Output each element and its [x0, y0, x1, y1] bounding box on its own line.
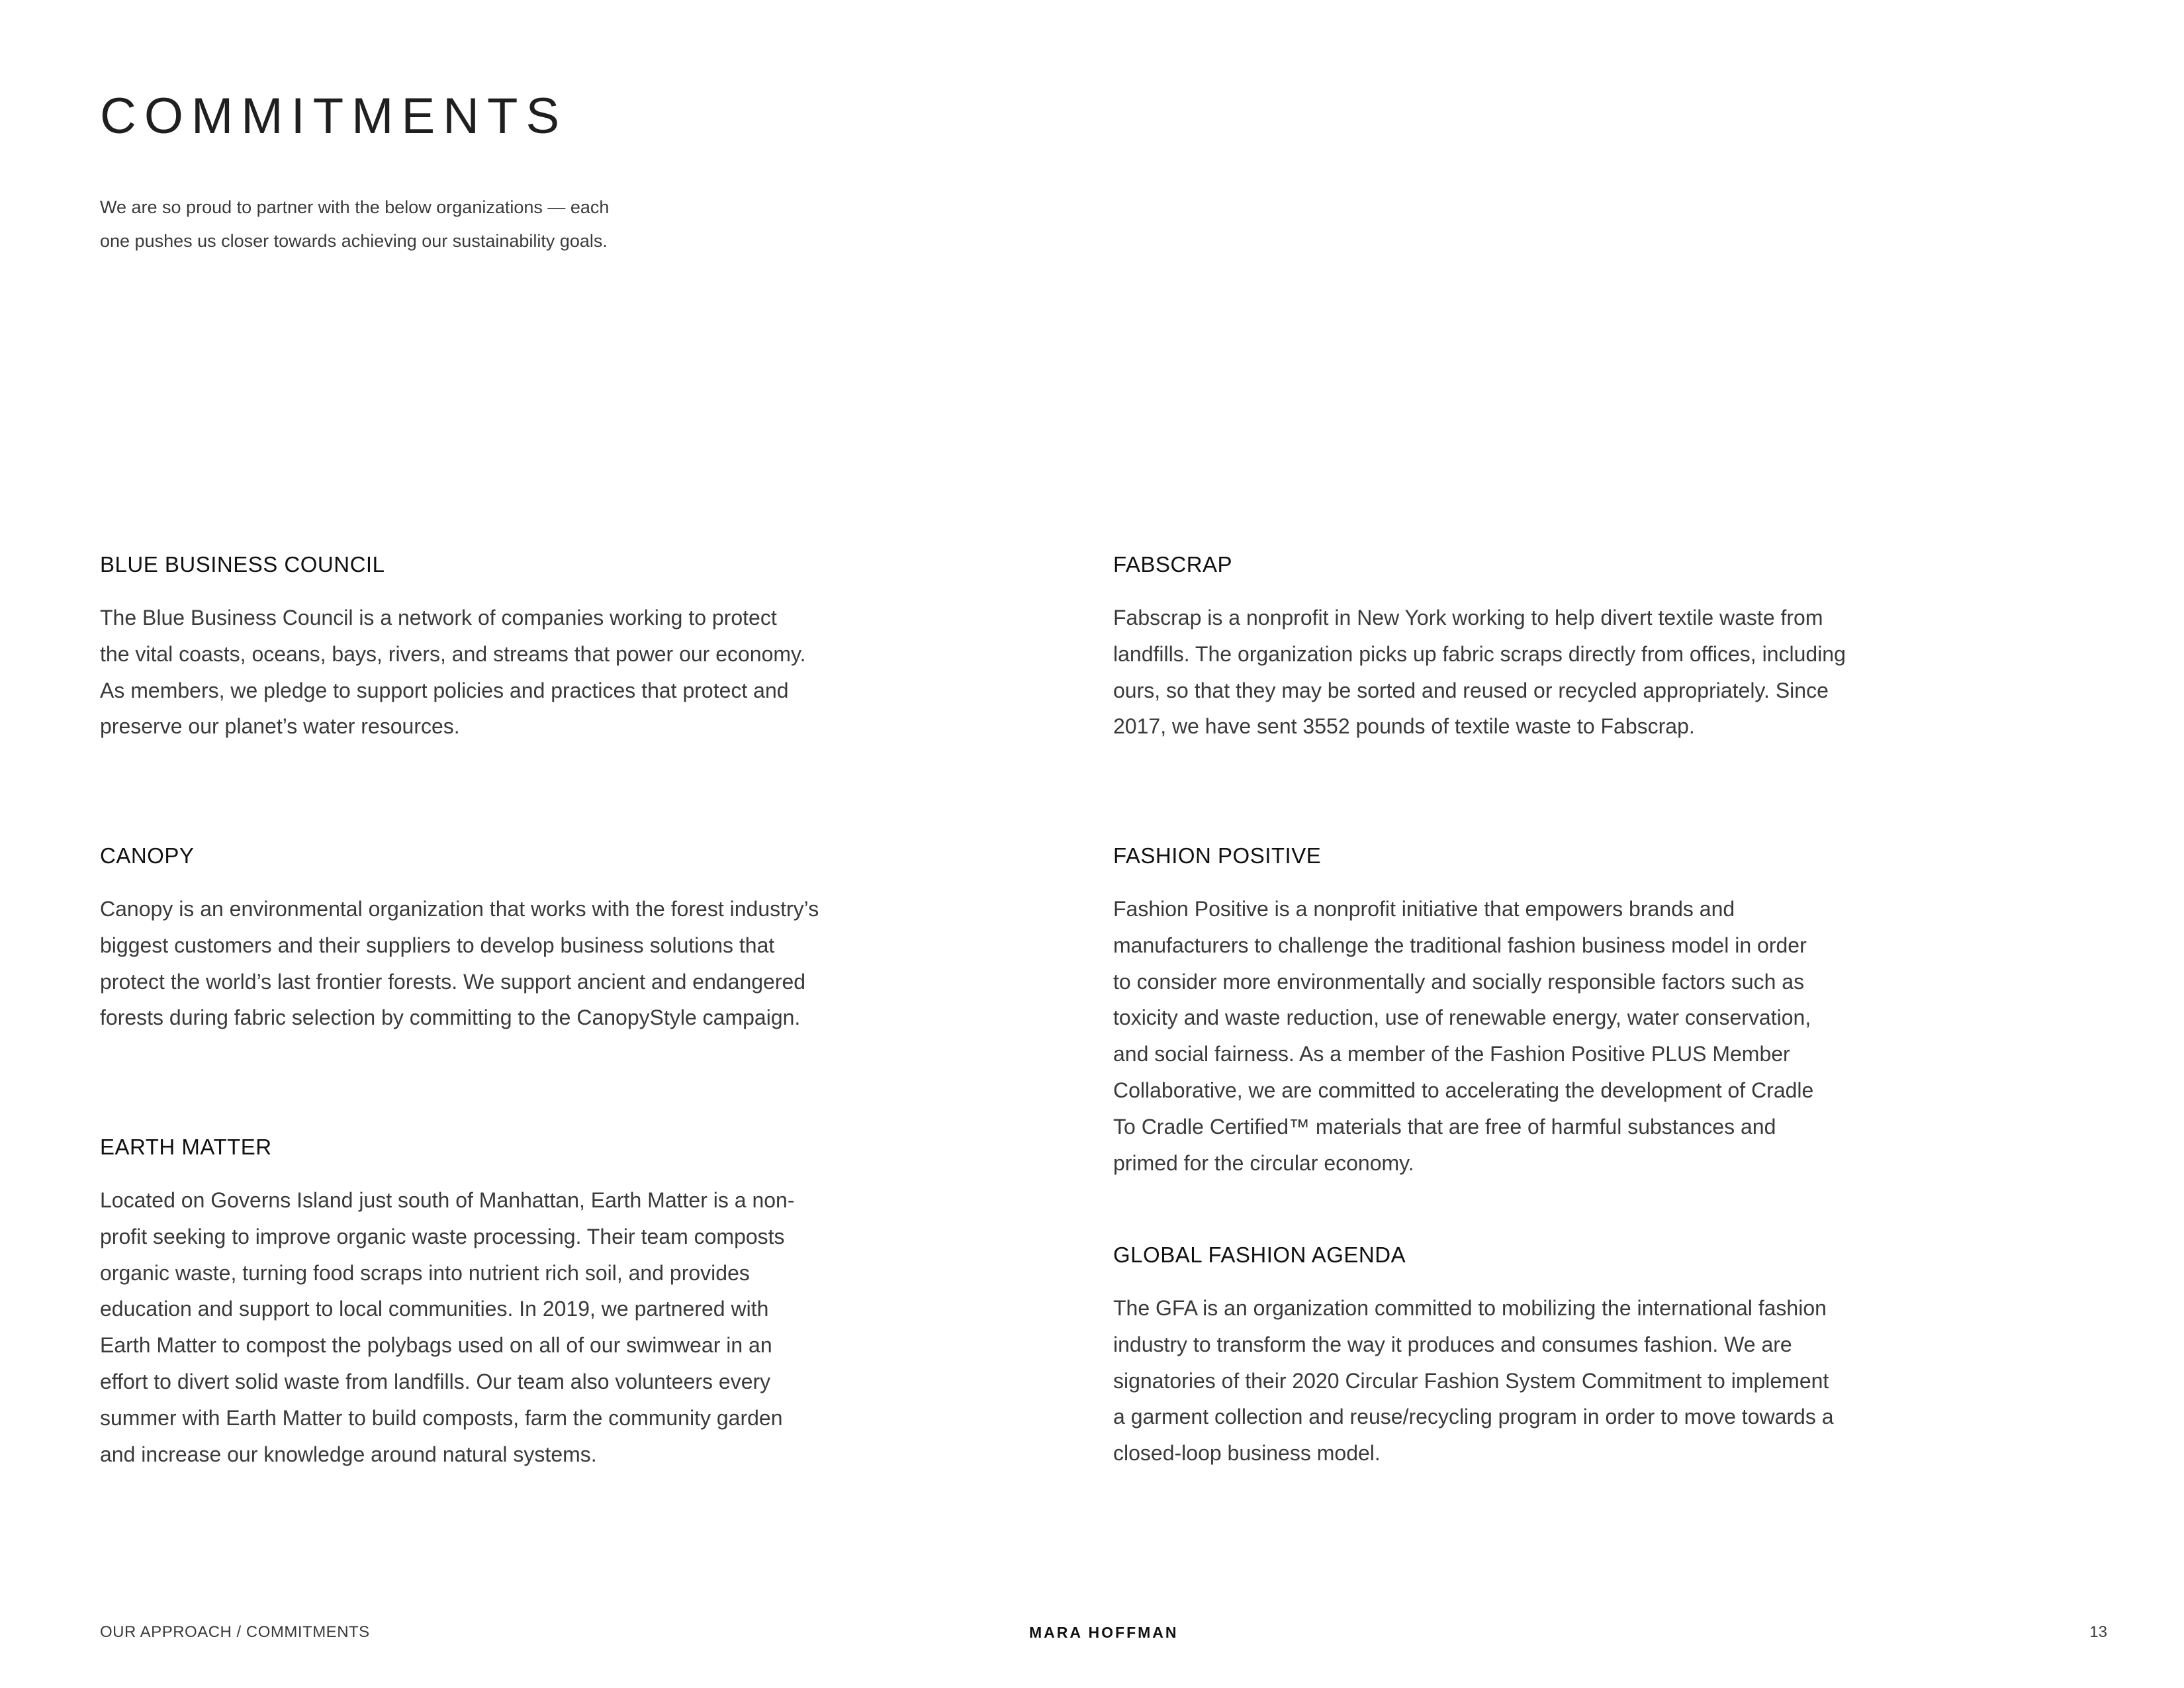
body-line: ours, so that they may be sorted and reused or recycled appropriately. Since: [1113, 678, 1829, 702]
page-number: 13: [2089, 1623, 2107, 1641]
body-line: To Cradle Certified™ materials that are free of harmful substances and: [1113, 1114, 1776, 1139]
body-line: education and support to local communities. In 2019, we partnered with: [100, 1297, 769, 1321]
body-line: forests during fabric selection by committing to the CanopyStyle campaign.: [100, 1006, 801, 1030]
section-canopy: [100, 843, 881, 1036]
body-line: summer with Earth Matter to build composts, farm the community garden: [100, 1405, 783, 1430]
body-line: The Blue Business Council is a network of companies working to protect: [100, 606, 777, 630]
body-line: and social fairness. As a member of the Fashion Positive PLUS Member: [1113, 1042, 1790, 1066]
body-line: protect the world’s last frontier forests. We support ancient and endangered: [100, 969, 806, 994]
body-line: and increase our knowledge around natural systems.: [100, 1442, 597, 1466]
section-heading: FASHION POSITIVE: [1113, 843, 1322, 868]
section-blue-business-council: [100, 551, 881, 745]
body-line: effort to divert solid waste from landfills. Our team also volunteers every: [100, 1369, 771, 1393]
body-line: organic waste, turning food scraps into nutrient rich soil, and provides: [100, 1260, 750, 1285]
section-body: [100, 891, 881, 1036]
body-line: signatories of their 2020 Circular Fashion System Commitment to implement: [1113, 1368, 1829, 1393]
body-line: preserve our planet’s water resources.: [100, 714, 460, 739]
section-heading: CANOPY: [100, 843, 195, 868]
intro-line: We are so proud to partner with the below organizations — each: [100, 197, 610, 217]
body-line: Located on Governs Island just south of Manhattan, Earth Matter is a non-: [100, 1188, 795, 1212]
body-line: biggest customers and their suppliers to develop business solutions that: [100, 933, 775, 957]
section-heading: BLUE BUSINESS COUNCIL: [100, 552, 385, 577]
section-body: [1113, 1290, 1894, 1472]
body-line: Fabscrap is a nonprofit in New York working to help divert textile waste from: [1113, 606, 1823, 630]
body-line: a garment collection and reuse/recycling program in order to move towards a: [1113, 1405, 1834, 1429]
body-line: Earth Matter to compost the polybags used on all of our swimwear in an: [100, 1333, 772, 1358]
body-line: As members, we pledge to support policies and practices that protect and: [100, 678, 789, 702]
section-heading: GLOBAL FASHION AGENDA: [1113, 1243, 1406, 1267]
page-title: COMMITMENTS: [100, 88, 568, 144]
section-body: [100, 600, 881, 745]
section-body: [100, 1182, 881, 1472]
section-heading: FABSCRAP: [1113, 552, 1233, 577]
body-line: The GFA is an organization committed to mobilizing the international fashion: [1113, 1296, 1827, 1320]
body-line: Canopy is an environmental organization that works with the forest industry’s: [100, 897, 819, 921]
section-heading: EARTH MATTER: [100, 1135, 272, 1159]
intro-text: [100, 191, 696, 258]
body-line: landfills. The organization picks up fabric scraps directly from offices, including: [1113, 641, 1846, 666]
section-fashion-positive: [1113, 843, 1894, 1181]
body-line: Collaborative, we are committed to accelerating the development of Cradle: [1113, 1078, 1814, 1102]
body-line: 2017, we have sent 3552 pounds of textile waste to Fabscrap.: [1113, 714, 1695, 739]
section-earth-matter: [100, 1134, 881, 1472]
body-line: closed-loop business model.: [1113, 1441, 1381, 1466]
body-line: toxicity and waste reduction, use of renewable energy, water conservation,: [1113, 1006, 1811, 1030]
body-line: primed for the circular economy.: [1113, 1150, 1414, 1175]
body-line: manufacturers to challenge the traditional fashion business model in order: [1113, 933, 1807, 957]
section-body: [1113, 600, 1894, 745]
body-line: industry to transform the way it produces and consumes fashion. We are: [1113, 1332, 1792, 1356]
body-line: Fashion Positive is a nonprofit initiative that empowers brands and: [1113, 897, 1735, 921]
section-fabscrap: [1113, 551, 1894, 745]
intro-line: one pushes us closer towards achieving our sustainability goals.: [100, 231, 608, 251]
section-global-fashion-agenda: [1113, 1242, 1894, 1472]
body-line: profit seeking to improve organic waste processing. Their team composts: [100, 1224, 785, 1248]
body-line: the vital coasts, oceans, bays, rivers, and streams that power our economy.: [100, 641, 806, 666]
footer-brand-logo: MARA HOFFMAN: [1029, 1624, 1179, 1641]
section-body: [1113, 891, 1894, 1181]
body-line: to consider more environmentally and socially responsible factors such as: [1113, 969, 1805, 994]
footer-breadcrumb: OUR APPROACH / COMMITMENTS: [100, 1623, 370, 1641]
